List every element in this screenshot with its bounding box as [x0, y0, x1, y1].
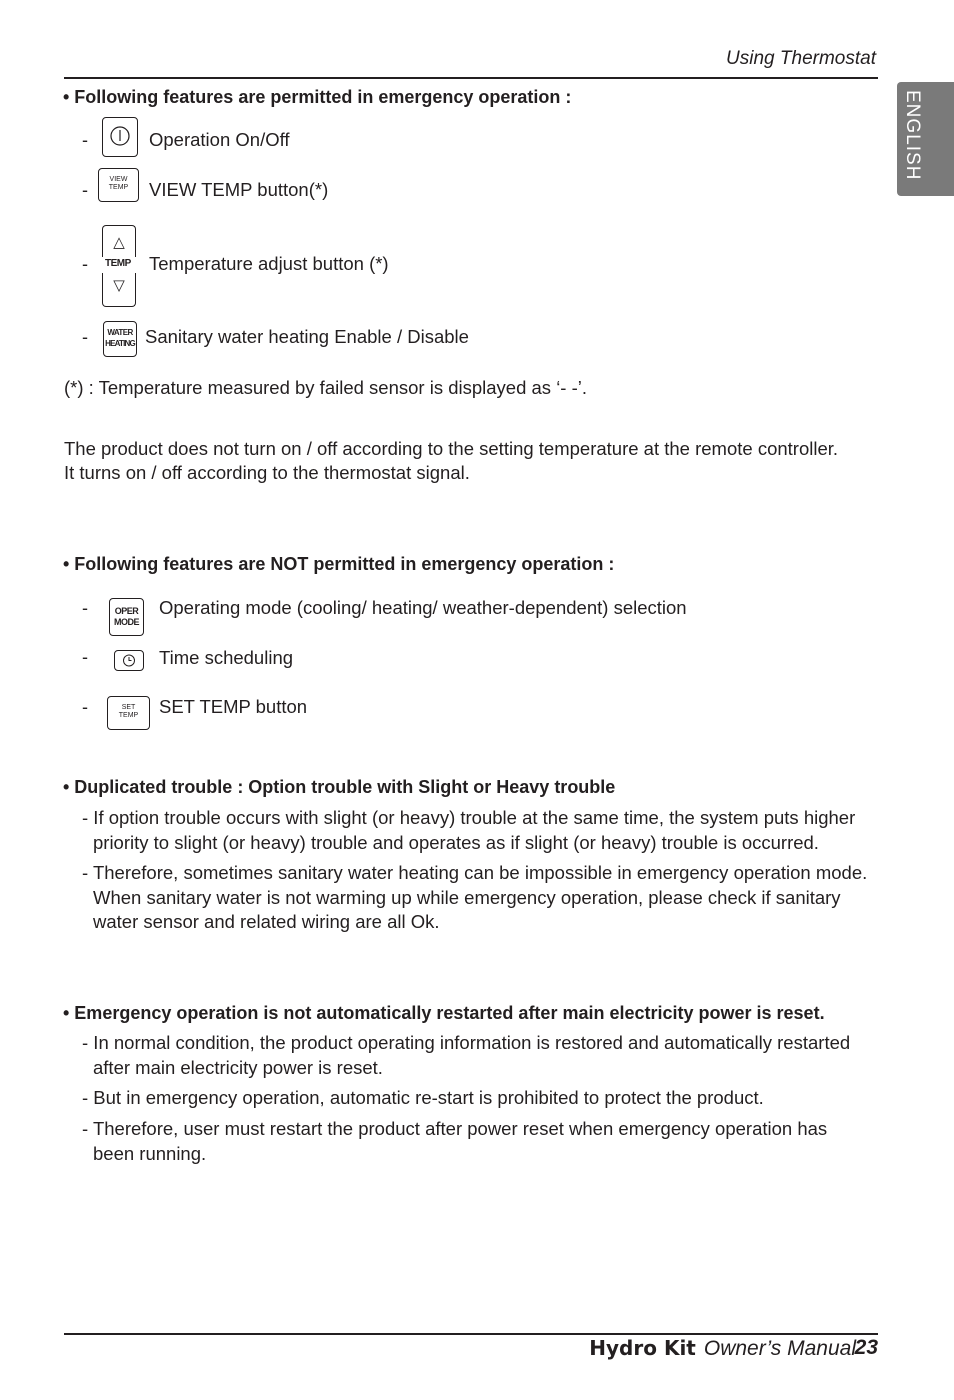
water-heating-button-icon: WATER HEATING [103, 321, 137, 357]
power-button-icon [102, 117, 138, 157]
permitted-item-label: Temperature adjust button (*) [149, 253, 389, 274]
footer-rule [64, 1333, 878, 1335]
restart-paragraph: - But in emergency operation, automatic re-start is prohibited to protect the product. [82, 1087, 764, 1108]
set-temp-button-icon: SET TEMP [107, 696, 150, 730]
temp-up-arrow-icon: △ [102, 225, 136, 257]
oper-mode-button-icon: OPER MODE [109, 598, 144, 636]
permitted-item-label: Operation On/Off [149, 129, 290, 150]
language-tab-label: ENGLISH [902, 90, 923, 181]
temp-down-arrow-icon: ▽ [102, 273, 136, 307]
temp-label-icon: TEMP [105, 258, 131, 269]
list-dash: - [82, 598, 88, 618]
language-tab [897, 82, 954, 196]
manual-label: Owner’s Manual [703, 1337, 856, 1360]
list-dash: - [82, 254, 88, 274]
list-dash: - [82, 327, 88, 347]
permitted-item-label: Sanitary water heating Enable / Disable [145, 326, 469, 347]
list-dash: - [82, 647, 88, 667]
duplicated-heading: • Duplicated trouble : Option trouble with Slight or Heavy trouble [63, 777, 616, 797]
duplicated-paragraph: - Therefore, sometimes sanitary water heating can be impossible in emergency operation mode. When sanitary water is not warming up while emergency operation, please check if sanitary water sensor and related wiring are all Ok. [82, 862, 868, 932]
duplicated-paragraph: - If option trouble occurs with slight (or heavy) trouble at the same time, the system puts higher priority to slight (or heavy) trouble and operates as if slight (or heavy) trouble is occurred. [82, 807, 856, 853]
footer-brand [589, 1336, 856, 1361]
permitted-heading: • Following features are permitted in emergency operation : [63, 87, 572, 107]
running-header: Using Thermostat [726, 48, 876, 69]
page-number: 23 [854, 1336, 878, 1359]
product-note-line: The product does not turn on / off according to the setting temperature at the remote controller. [64, 438, 839, 459]
not-permitted-heading: • Following features are NOT permitted in emergency operation : [63, 554, 615, 574]
product-name: Hydro Kit [589, 1336, 696, 1360]
footnote: (*) : Temperature measured by failed sensor is displayed as ‘- -’. [64, 377, 588, 398]
list-dash: - [82, 697, 88, 717]
not-permitted-item-label: SET TEMP button [159, 696, 308, 717]
restart-heading: • Emergency operation is not automatically restarted after main electricity power is reset. [63, 1003, 825, 1023]
header-rule [64, 77, 878, 79]
not-permitted-item-label: Time scheduling [159, 647, 294, 668]
clock-button-icon [114, 650, 144, 671]
restart-paragraph: - In normal condition, the product operating information is restored and automatically restarted after main electricity power is reset. [82, 1032, 851, 1078]
view-temp-button-icon: VIEW TEMP [98, 168, 139, 202]
permitted-item-label: VIEW TEMP button(*) [149, 179, 329, 200]
restart-paragraph: - Therefore, user must restart the product after power reset when emergency operation has been running. [82, 1118, 828, 1164]
list-dash: - [82, 180, 88, 200]
list-dash: - [82, 130, 88, 150]
product-note-line: It turns on / off according to the thermostat signal. [64, 462, 470, 483]
not-permitted-item-label: Operating mode (cooling/ heating/ weather-dependent) selection [159, 597, 687, 618]
